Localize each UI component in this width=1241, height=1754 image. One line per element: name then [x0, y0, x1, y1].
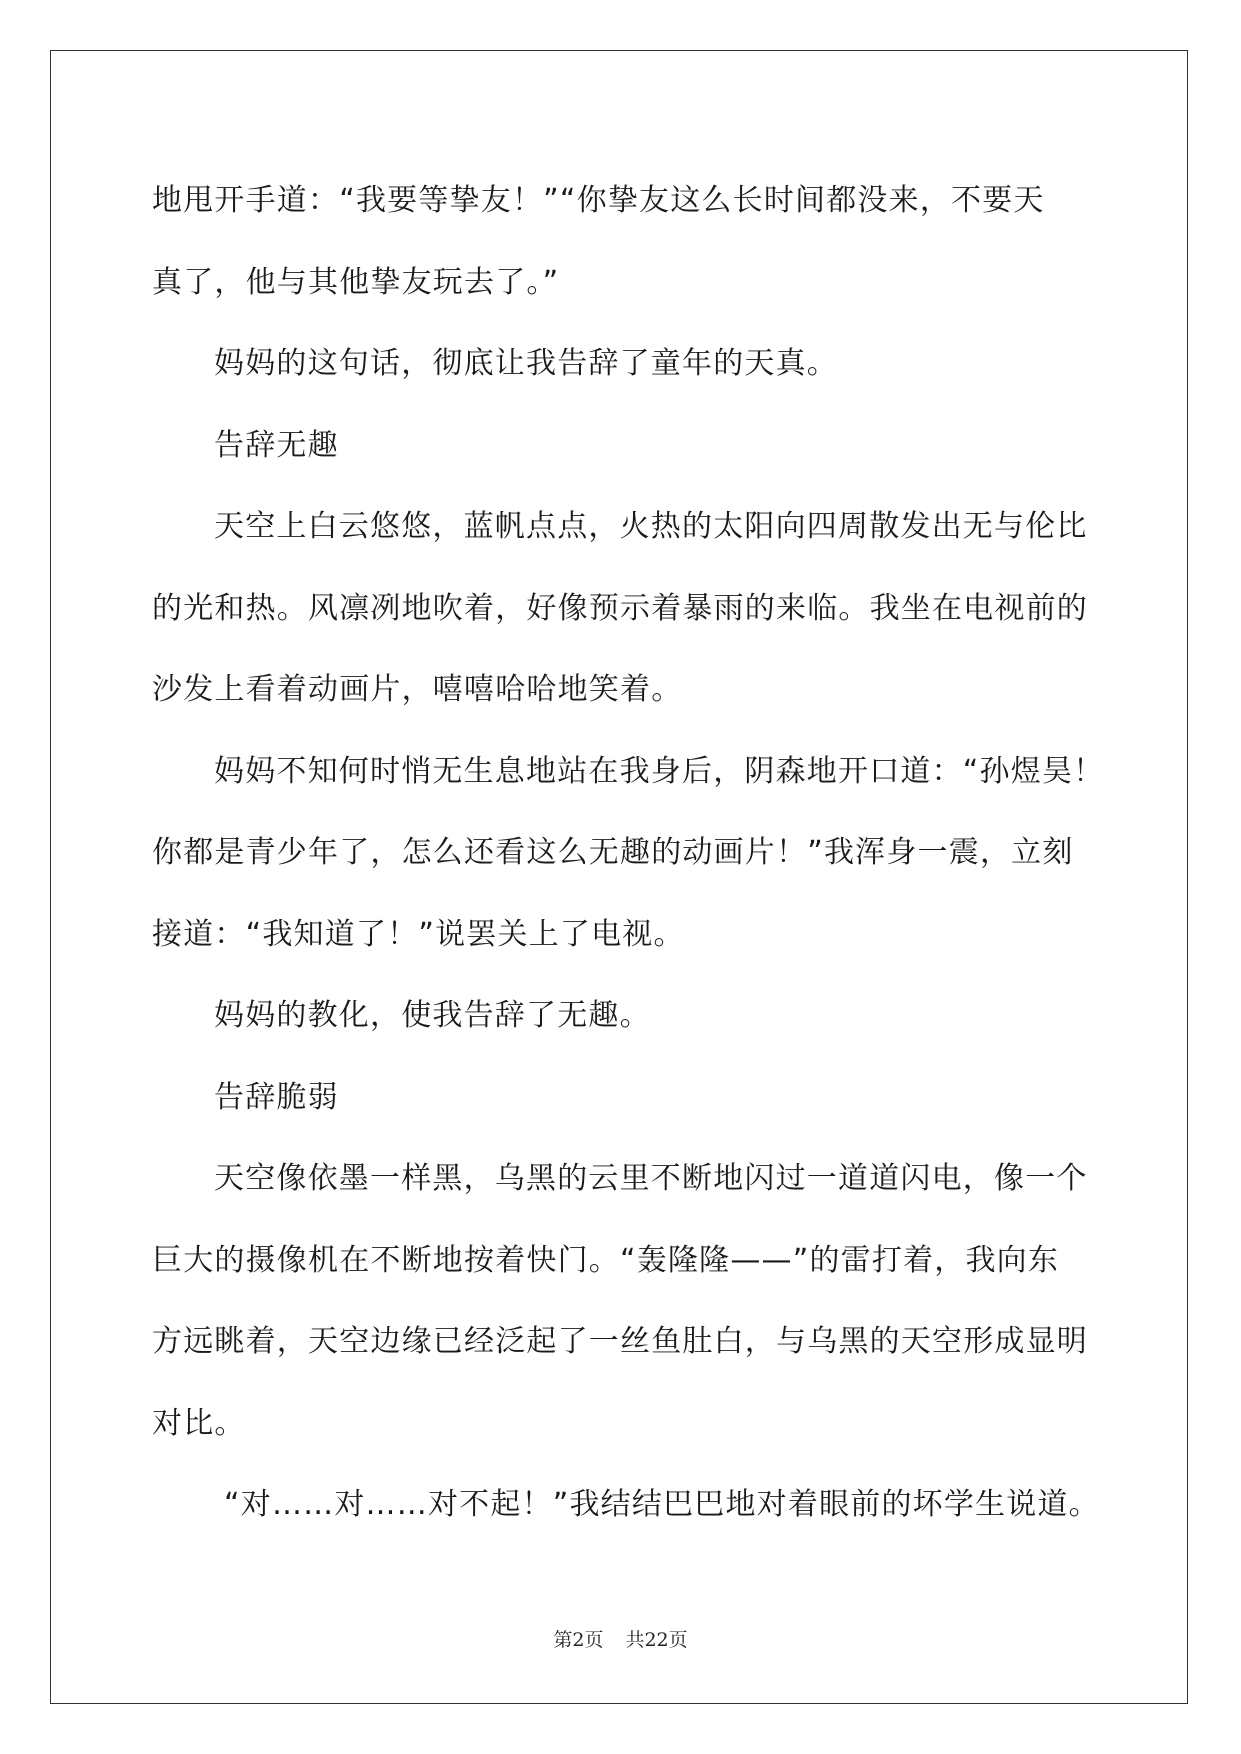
text-line: 对比。 [152, 1405, 246, 1441]
paragraph [152, 1464, 1100, 1546]
text-line: 告辞无趣 [214, 427, 339, 463]
paragraph [152, 486, 1092, 731]
text-line: 的光和热。风凛冽地吹着，好像预示着暴雨的来临。我坐在电视前的 [152, 590, 1088, 626]
text-line: 沙发上看着动画片，嘻嘻哈哈地笑着。 [152, 672, 683, 707]
text-line: 方远眺着，天空边缘已经泛起了一丝鱼肚白，与乌黑的天空形成显明 [152, 1324, 1088, 1359]
section-heading [152, 1057, 1092, 1139]
paragraph [152, 1138, 1092, 1464]
page-number: 第2页 [553, 1629, 604, 1651]
text-line: 真了，他与其他挚友玩去了。” [152, 264, 560, 300]
text-line: 妈妈的教化，使我告辞了无趣。 [214, 998, 651, 1033]
text-line: 妈妈不知何时悄无生息地站在我身后，阴森地开口道：“孙煜昊！ [214, 753, 1105, 789]
text-line: 接道：“我知道了！”说罢关上了电视。 [152, 916, 685, 952]
document-body [152, 160, 1105, 1546]
total-pages: 共22页 [625, 1629, 688, 1651]
paragraph [152, 160, 1092, 323]
text-line: 你都是青少年了，怎么还看这么无趣的动画片！”我浑身一震，立刻 [152, 835, 1074, 870]
text-line: 地甩开手道：“我要等挚友！”“你挚友这么长时间都没来，不要天 [152, 183, 1045, 218]
text-line: 巨大的摄像机在不断地按着快门。“轰隆隆——”的雷打着，我向东 [152, 1242, 1060, 1278]
page-footer [0, 1625, 1241, 1652]
paragraph [152, 731, 1105, 976]
text-line: “对……对……对不起！”我结结巴巴地对着眼前的坏学生说道。 [224, 1487, 1100, 1522]
text-line: 天空上白云悠悠，蓝帆点点，火热的太阳向四周散发出无与伦比 [214, 509, 1088, 544]
text-line: 天空像依墨一样黑，乌黑的云里不断地闪过一道道闪电，像一个 [214, 1161, 1088, 1196]
section-heading [152, 405, 1092, 487]
paragraph [152, 975, 1092, 1057]
paragraph [152, 323, 1092, 405]
text-line: 妈妈的这句话，彻底让我告辞了童年的天真。 [214, 346, 838, 381]
text-line: 告辞脆弱 [214, 1079, 339, 1115]
